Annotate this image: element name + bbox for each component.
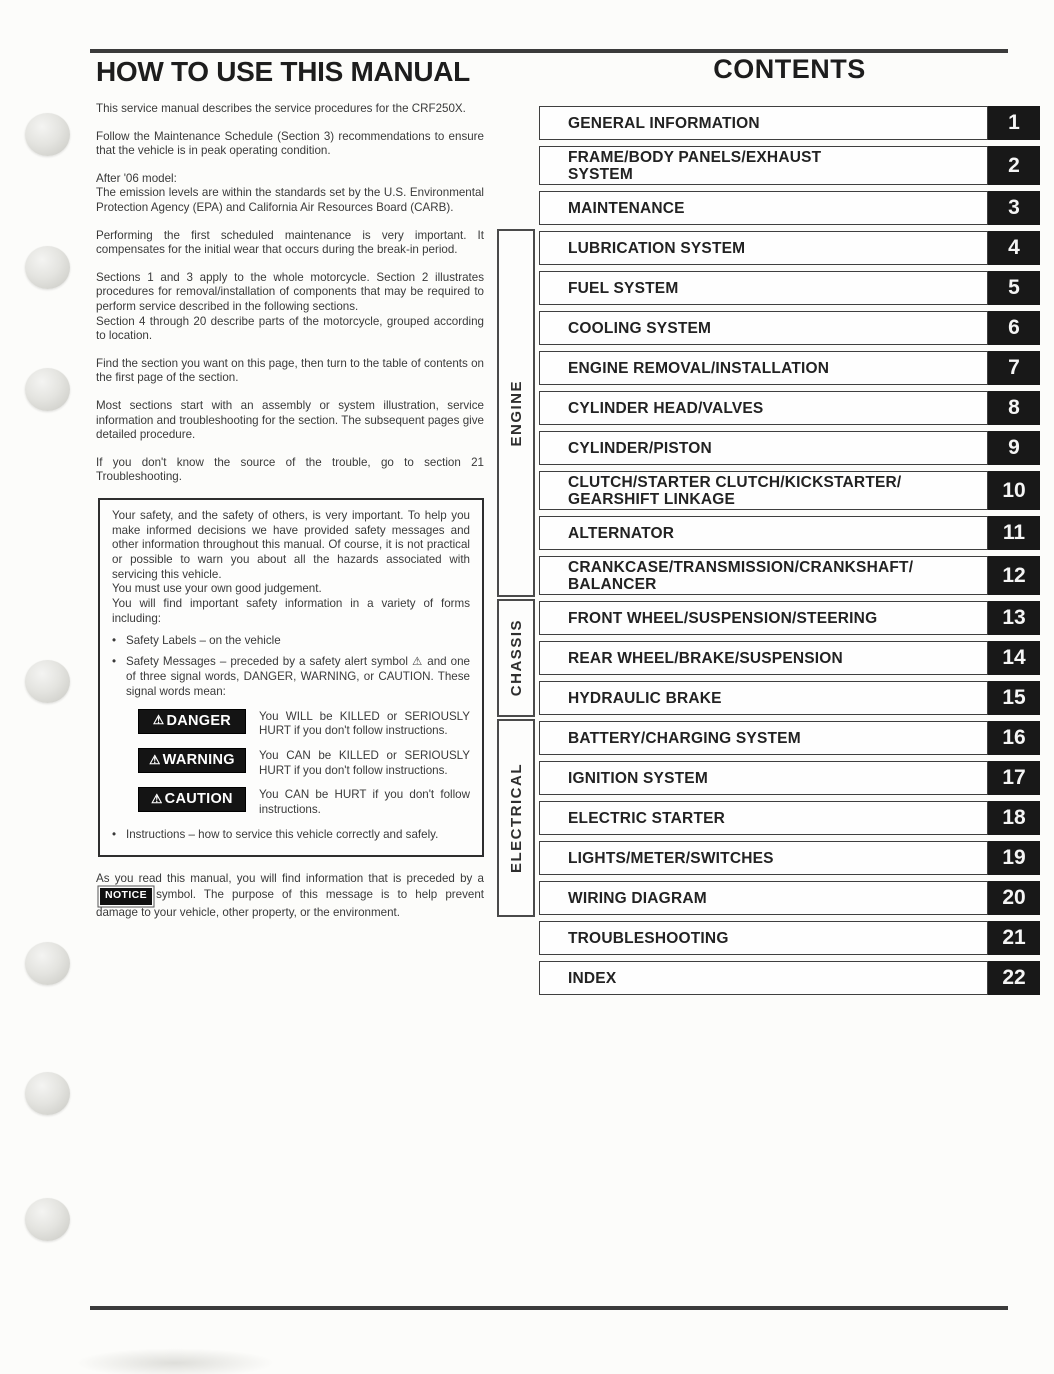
text-line: Your safety, and the safety of others, is very important. To help you make informed decisions we have provided safety messages and other information throughout this manual. Of course, it is not practical or possible to warn you about all the hazards associated with servicing this vehicle.: [112, 508, 470, 581]
toc-row-number: 20: [988, 881, 1040, 915]
punch-hole: [25, 942, 70, 985]
signal-word-text: CAUTION: [164, 791, 233, 808]
text-line: FUEL SYSTEM: [568, 279, 679, 297]
text-line: BATTERY/CHARGING SYSTEM: [568, 729, 801, 747]
text-line: IGNITION SYSTEM: [568, 769, 708, 787]
toc-row-5: [539, 271, 1040, 305]
toc-row-7: [539, 351, 1040, 385]
toc-row-number: 2: [988, 146, 1040, 185]
text-line: ELECTRIC STARTER: [568, 809, 726, 827]
toc-row-label: [539, 921, 988, 955]
text-line: Sections 1 and 3 apply to the whole motorcycle. Section 2 illustrates procedures for removal/installation of components that may be required to perform service described in the following sections.: [96, 270, 484, 313]
intro-paragraph: [96, 357, 484, 386]
text-line: REAR WHEEL/BRAKE/SUSPENSION: [568, 649, 843, 667]
toc-row-20: [539, 881, 1040, 915]
group-bracket-label: ENGINE: [507, 379, 525, 447]
intro-paragraph: [96, 271, 484, 344]
toc-row-13: [539, 601, 1040, 635]
toc-row-number: 13: [988, 601, 1040, 635]
text-line: Follow the Maintenance Schedule (Section 3) recommendations to ensure that the vehicle is in peak operating condition.: [96, 129, 484, 158]
safety-bullet-text: Safety Labels – on the vehicle: [126, 633, 281, 647]
text-line: FRAME/BODY PANELS/EXHAUST: [568, 148, 822, 166]
toc-row-number: 1: [988, 106, 1040, 140]
safety-bullet-text: Safety Messages – preceded by a safety alert symbol ⚠ and one of three signal words, DANGER, WARNING, or CAUTION. These signal words mean:: [126, 655, 470, 698]
text-line: BALANCER: [568, 575, 657, 593]
text-line: CYLINDER HEAD/VALVES: [568, 399, 764, 417]
toc-row-15: [539, 681, 1040, 715]
toc-row-14: [539, 641, 1040, 675]
text-line: MAINTENANCE: [568, 199, 685, 217]
text-line: CYLINDER/PISTON: [568, 439, 712, 457]
toc-row-12: [539, 556, 1040, 595]
toc-row-18: [539, 801, 1040, 835]
alert-triangle-icon: ⚠: [151, 792, 163, 807]
signal-word-list: [112, 709, 470, 818]
toc-row-label: [539, 761, 988, 795]
text-line: LIGHTS/METER/SWITCHES: [568, 849, 774, 867]
text-line: CRANKCASE/TRANSMISSION/CRANKSHAFT/: [568, 558, 914, 576]
signal-word-description: You CAN be KILLED or SERIOUSLY HURT if you don't follow instructions.: [259, 748, 470, 777]
text-line: ENGINE REMOVAL/INSTALLATION: [568, 359, 830, 377]
text-line: If you don't know the source of the trouble, go to section 21 Troubleshooting.: [96, 455, 484, 484]
notice-label: NOTICE: [100, 888, 152, 904]
alert-triangle-icon: ⚠: [149, 752, 161, 767]
punch-hole: [25, 1072, 70, 1115]
toc-row-8: [539, 391, 1040, 425]
punch-hole: [25, 1198, 70, 1241]
safety-bullet: [112, 634, 470, 649]
toc-row-4: [539, 231, 1040, 265]
text-line: ALTERNATOR: [568, 524, 675, 542]
toc-row-11: [539, 516, 1040, 550]
toc-row-number: 18: [988, 801, 1040, 835]
text-line: The emission levels are within the standards set by the U.S. Environmental Protection Agency (EPA) and California Air Resources Board (CARB).: [96, 186, 484, 214]
text-line: Most sections start with an assembly or system illustration, service information and troubleshooting for the section. The subsequent pages give detailed procedure.: [96, 398, 484, 442]
safety-bullet-text: Instructions – how to service this vehicle correctly and safely.: [126, 827, 439, 841]
toc-row-number: 17: [988, 761, 1040, 795]
toc-row-label: [539, 351, 988, 385]
signal-word-description: You CAN be HURT if you don't follow instructions.: [259, 788, 470, 817]
toc-row-label: [539, 106, 988, 140]
text-line: INDEX: [568, 969, 617, 987]
toc-row-label: [539, 431, 988, 465]
group-bracket-label: CHASSIS: [507, 619, 525, 697]
toc-row-number: 10: [988, 471, 1040, 510]
group-bracket-engine: [497, 229, 535, 597]
punch-hole: [25, 113, 70, 156]
group-bracket-label: ELECTRICAL: [507, 763, 525, 873]
text-line: You must use your own good judgement.: [112, 582, 322, 596]
toc-row-label: [539, 146, 988, 185]
toc-row-2: [539, 146, 1040, 185]
text-line: Section 4 through 20 describe parts of the motorcycle, grouped according to location.: [96, 314, 484, 343]
toc-row-label: [539, 311, 988, 345]
toc-row-17: [539, 761, 1040, 795]
notice-text-after: symbol. The purpose of this message is to help prevent damage to your vehicle, other property, or the environment.: [96, 888, 484, 919]
warning-label: [138, 748, 246, 773]
text-line: You will find important safety information in a variety of forms including:: [112, 597, 470, 625]
intro-paragraph: [96, 130, 484, 159]
toc-row-number: 4: [988, 231, 1040, 265]
toc-row-3: [539, 191, 1040, 225]
toc-row-1: [539, 106, 1040, 140]
text-line: FRONT WHEEL/SUSPENSION/STEERING: [568, 609, 878, 627]
toc-row-label: [539, 556, 988, 595]
toc-row-label: [539, 881, 988, 915]
toc-row-22: [539, 961, 1040, 995]
bullet-icon: •: [112, 655, 117, 669]
page-title: HOW TO USE THIS MANUAL: [96, 56, 470, 87]
intro-paragraph: [96, 399, 484, 443]
punch-hole: [25, 246, 70, 289]
bottom-rule: [90, 1306, 1008, 1310]
toc-row-label: [539, 231, 988, 265]
toc-row-label: [539, 191, 988, 225]
intro-paragraph: [96, 229, 484, 258]
text-line: HYDRAULIC BRAKE: [568, 689, 722, 707]
signal-word-row: [138, 787, 470, 817]
intro-paragraph: [96, 456, 484, 485]
top-rule: [90, 49, 1008, 53]
punch-hole: [25, 660, 70, 703]
toc-row-number: 8: [988, 391, 1040, 425]
toc-row-number: 11: [988, 516, 1040, 550]
toc-row-label: [539, 961, 988, 995]
notice-paragraph: [96, 871, 484, 922]
text-line: SYSTEM: [568, 165, 633, 183]
notice-text-before: As you read this manual, you will find information that is preceded by a: [96, 871, 484, 885]
toc-row-number: 7: [988, 351, 1040, 385]
safety-box: [98, 498, 484, 857]
toc-row-number: 6: [988, 311, 1040, 345]
toc-row-10: [539, 471, 1040, 510]
toc-row-9: [539, 431, 1040, 465]
signal-word-text: WARNING: [162, 751, 235, 768]
text-line: TROUBLESHOOTING: [568, 929, 729, 947]
caution-label: [138, 787, 246, 812]
toc-row-number: 16: [988, 721, 1040, 755]
toc-row-number: 14: [988, 641, 1040, 675]
intro-paragraph: [96, 102, 484, 117]
danger-label: [138, 709, 246, 734]
toc-row-label: [539, 471, 988, 510]
signal-word-text: DANGER: [166, 712, 232, 729]
text-line: Find the section you want on this page, then turn to the table of contents on the first page of the section.: [96, 356, 484, 385]
intro-paragraph: [96, 172, 484, 216]
toc-row-number: 15: [988, 681, 1040, 715]
text-line: COOLING SYSTEM: [568, 319, 712, 337]
toc-row-label: [539, 681, 988, 715]
text-line: After '06 model:: [96, 171, 177, 185]
safety-bullet: [112, 655, 470, 699]
bullet-icon: •: [112, 827, 117, 841]
text-line: This service manual describes the service procedures for the CRF250X.: [96, 102, 466, 115]
toc-row-label: [539, 271, 988, 305]
toc-row-label: [539, 516, 988, 550]
safety-intro: [112, 509, 470, 627]
toc-row-label: [539, 391, 988, 425]
scan-smudge: [75, 1348, 275, 1374]
text-line: Performing the first scheduled maintenance is very important. It compensates for the initial wear that occurs during the break-in period.: [96, 228, 484, 257]
toc-row-21: [539, 921, 1040, 955]
punch-hole: [25, 368, 70, 411]
text-line: CLUTCH/STARTER CLUTCH/KICKSTARTER/: [568, 473, 902, 491]
toc-row-19: [539, 841, 1040, 875]
group-bracket-chassis: [497, 599, 535, 717]
signal-word-row: [138, 748, 470, 778]
alert-triangle-icon: ⚠: [152, 713, 165, 728]
contents-heading: CONTENTS: [713, 54, 866, 84]
toc-row-number: 3: [988, 191, 1040, 225]
toc-row-number: 19: [988, 841, 1040, 875]
signal-word-description: You WILL be KILLED or SERIOUSLY HURT if you don't follow instructions.: [259, 709, 470, 738]
text-line: GEARSHIFT LINKAGE: [568, 490, 736, 508]
safety-bullets: [112, 634, 470, 700]
toc-row-number: 9: [988, 431, 1040, 465]
intro-paragraphs: [96, 102, 484, 485]
toc-row-16: [539, 721, 1040, 755]
bullet-icon: •: [112, 633, 117, 647]
toc-row-label: [539, 841, 988, 875]
text-line: GENERAL INFORMATION: [568, 114, 760, 132]
left-column: [96, 56, 484, 921]
signal-word-row: [138, 709, 470, 739]
toc-row-label: [539, 601, 988, 635]
toc-row-label: [539, 641, 988, 675]
safety-bullet: [112, 828, 470, 843]
text-line: WIRING DIAGRAM: [568, 889, 707, 907]
toc-row-number: 21: [988, 921, 1040, 955]
text-line: LUBRICATION SYSTEM: [568, 239, 746, 257]
toc-row-number: 12: [988, 556, 1040, 595]
group-bracket-electrical: [497, 719, 535, 917]
toc-row-label: [539, 721, 988, 755]
toc-row-6: [539, 311, 1040, 345]
toc-row-label: [539, 801, 988, 835]
toc-row-number: 5: [988, 271, 1040, 305]
toc-row-number: 22: [988, 961, 1040, 995]
